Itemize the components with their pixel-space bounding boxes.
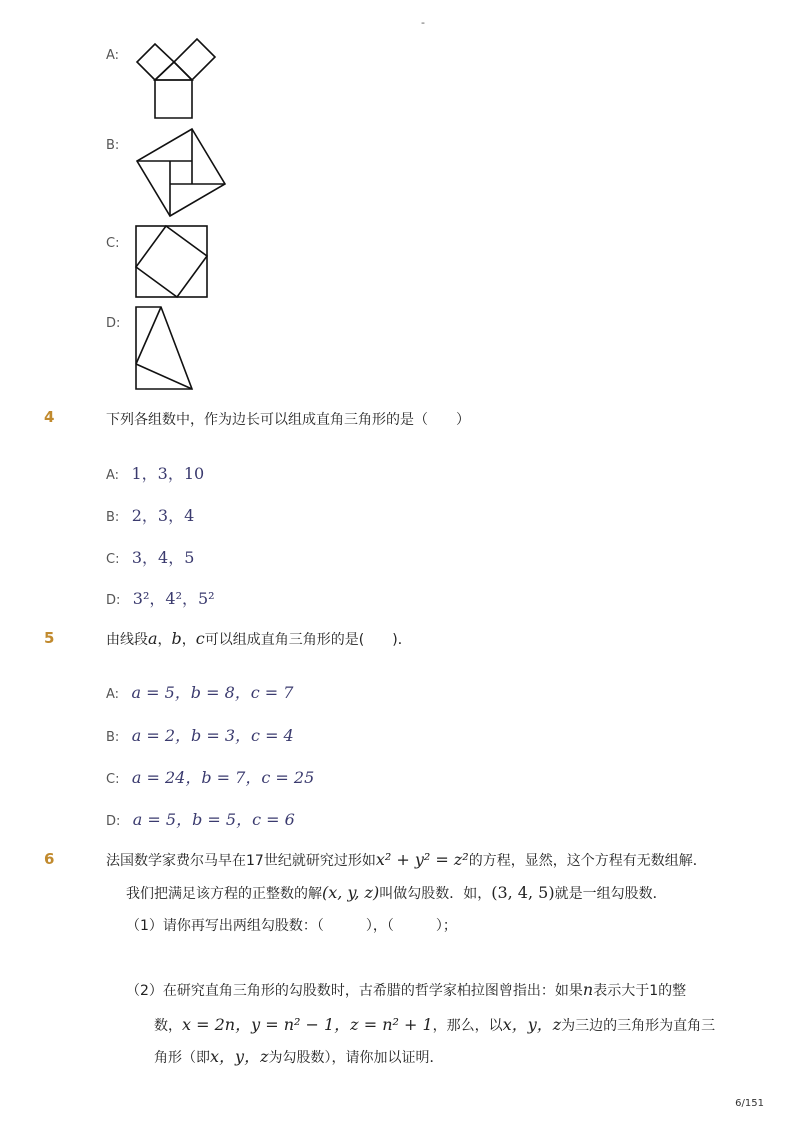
header-mark: - [421, 16, 425, 29]
option-value: 2，3，4 [131, 506, 195, 525]
trapezoid-triangles-figure [132, 304, 198, 394]
option-row[interactable] [106, 586, 215, 609]
question-number: 5 [44, 629, 55, 647]
option-row[interactable] [106, 807, 295, 830]
question-text-line-1: 法国数学家费尔马早在17世纪就研究过形如x² + y² = z²的方程，显然，这个方程有无数组解． [106, 850, 707, 869]
question-number: 4 [44, 408, 55, 426]
option-d-label[interactable]: D: [106, 316, 121, 331]
option-row[interactable] [106, 680, 293, 703]
option-row[interactable] [106, 503, 194, 526]
question-text: 下列各组数中，作为边长可以组成直角三角形的是（ ） [106, 412, 470, 428]
option-value: a = 5，b = 5，c = 6 [132, 810, 295, 829]
option-label: B: [106, 730, 120, 745]
squares-on-right-triangle-figure [132, 36, 224, 122]
option-a-label[interactable]: A: [106, 48, 120, 63]
pinwheel-square-figure [132, 126, 230, 220]
question-number: 6 [44, 850, 55, 868]
option-label: D: [106, 814, 121, 829]
sub-question-2-line-2: 数，x = 2n，y = n² − 1，z = n² + 1，那么，以x，y，z为三边的三角形为直角三 [154, 1015, 716, 1034]
option-label: C: [106, 552, 120, 567]
option-b-label[interactable]: B: [106, 138, 120, 153]
option-value: 3²，4²，5² [132, 589, 215, 608]
question-text: 由线段a，b，c可以组成直角三角形的是( )． [106, 629, 412, 648]
inscribed-square-figure [132, 222, 212, 302]
option-row[interactable] [106, 723, 294, 746]
option-value: a = 5，b = 8，c = 7 [131, 683, 294, 702]
sub-question-2-line-1: （2）在研究直角三角形的勾股数时，古希腊的哲学家柏拉图曾指出：如果n表示大于1的整 [126, 980, 687, 999]
question-text-line-2: 我们把满足该方程的正整数的解(x, y, z)叫做勾股数．如，(3, 4, 5)就是一组勾股数． [126, 883, 667, 902]
sub-question-2-line-3: 角形（即x，y，z为勾股数），请你加以证明． [154, 1047, 444, 1066]
option-row[interactable] [106, 545, 194, 568]
option-value: a = 24，b = 7，c = 25 [131, 768, 315, 787]
option-c-label[interactable]: C: [106, 236, 120, 251]
option-label: A: [106, 687, 120, 702]
option-value: 3，4，5 [131, 548, 195, 567]
option-value: a = 2，b = 3，c = 4 [131, 726, 294, 745]
sub-question-1: （1）请你再写出两组勾股数：（ ），（ ）； [126, 918, 457, 934]
option-row[interactable] [106, 461, 204, 484]
option-value: 1，3，10 [131, 464, 205, 483]
option-row[interactable] [106, 765, 314, 788]
option-label: C: [106, 772, 120, 787]
option-label: D: [106, 593, 121, 608]
option-label: A: [106, 468, 120, 483]
page-number: 6/151 [735, 1098, 764, 1109]
option-label: B: [106, 510, 120, 525]
